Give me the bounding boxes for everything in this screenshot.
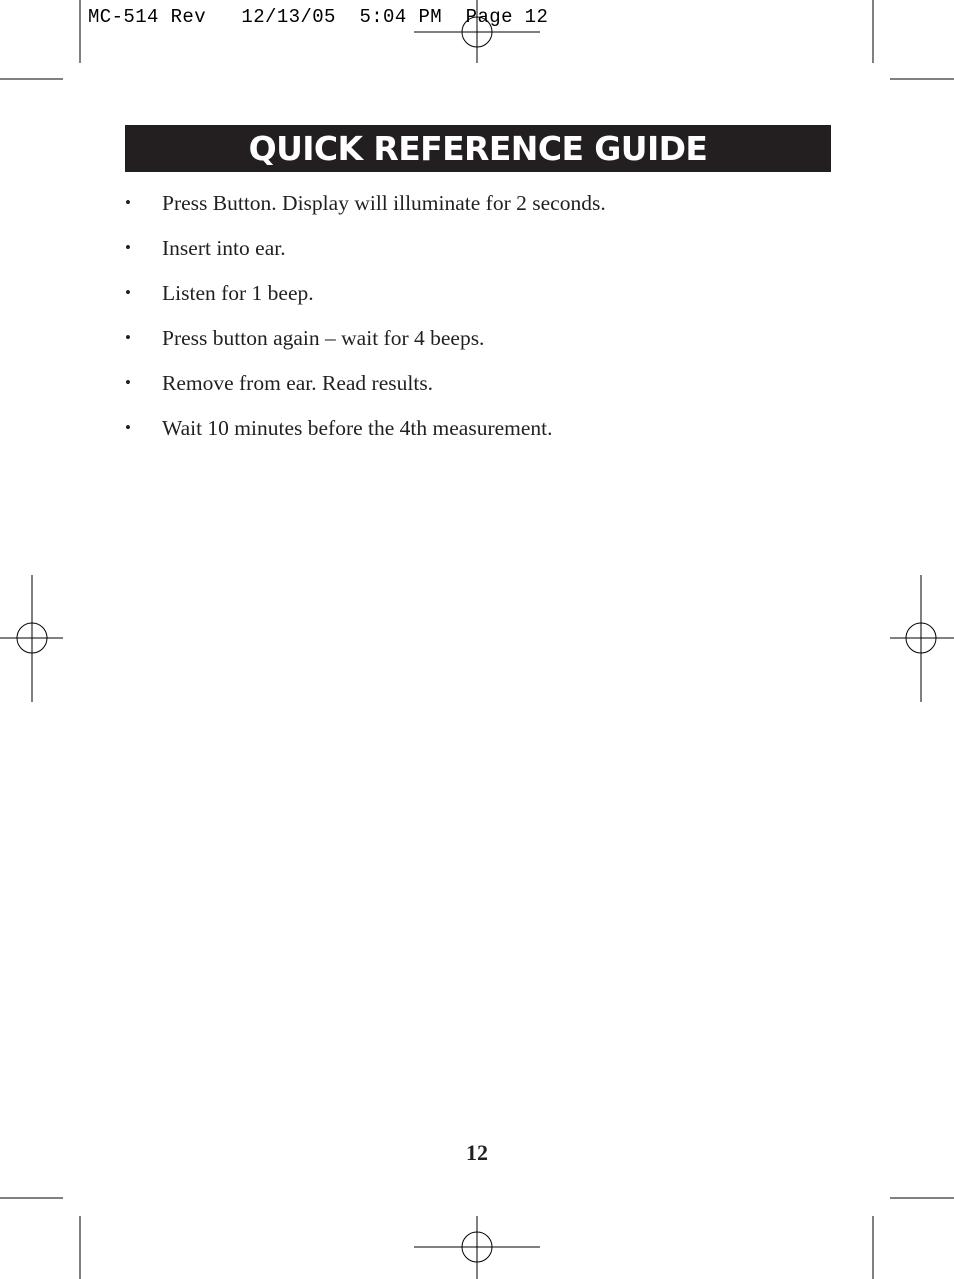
bullet: •: [125, 193, 131, 212]
step-text: Press Button. Display will illuminate for 2 seconds.: [162, 191, 606, 215]
step-text: Listen for 1 beep.: [162, 281, 314, 305]
step-text: Press button again – wait for 4 beeps.: [162, 326, 485, 350]
page-number: 12: [466, 1140, 488, 1165]
registration-mark-bottom: [414, 1216, 540, 1279]
step-text: Remove from ear. Read results.: [162, 371, 434, 395]
registration-mark-top: [414, 0, 540, 63]
step-text: Wait 10 minutes before the 4th measurement.: [162, 416, 553, 440]
title-banner: [125, 125, 831, 172]
bullet: •: [125, 418, 131, 437]
bullet: •: [125, 328, 131, 347]
page-title: QUICK REFERENCE GUIDE: [248, 129, 708, 168]
bullet: •: [125, 283, 131, 302]
bullet: •: [125, 373, 131, 392]
step-text: Insert into ear.: [162, 236, 286, 260]
bullet: •: [125, 238, 131, 257]
registration-mark-right: [890, 575, 954, 702]
registration-mark-left: [0, 575, 63, 702]
print-slug: MC-514 Rev 12/13/05 5:04 PM Page 12: [88, 6, 549, 28]
